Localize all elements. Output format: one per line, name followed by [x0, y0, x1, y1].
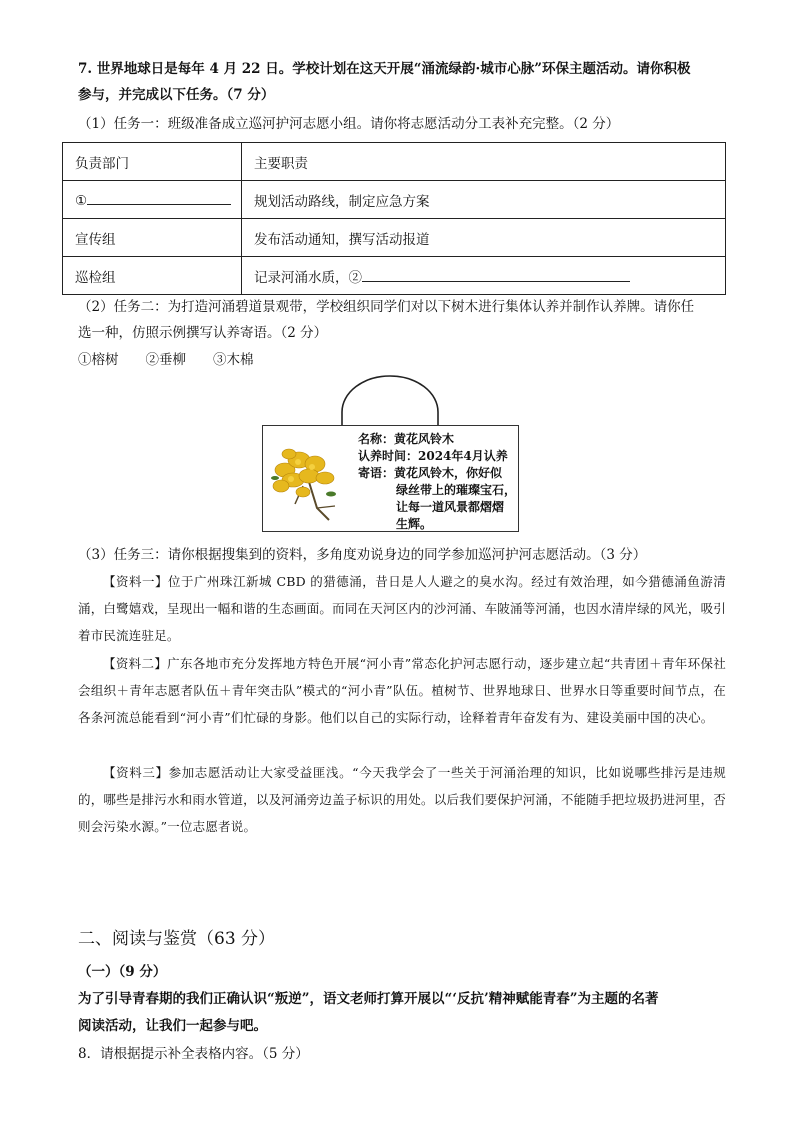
row1-duty: 规划活动路线，制定应急方案	[242, 181, 726, 219]
yellow-flower-image	[265, 434, 353, 526]
row2-duty: 发布活动通知，撰写活动报道	[242, 219, 726, 257]
tag-message-2: 绿丝带上的璀璨宝石，	[396, 483, 517, 497]
row2-dept: 宣传组	[63, 219, 242, 257]
part2-subsection: （一）（9 分）	[78, 964, 167, 980]
tag-message-1: 寄语：黄花风铃木，你好似	[358, 466, 503, 480]
table-header-dept: 负责部门	[63, 143, 242, 181]
tag-name: 名称：黄花风铃木	[358, 432, 455, 446]
row3-dept: 巡检组	[63, 257, 242, 295]
q7-line2: 参与，并完成以下任务。（7 分）	[78, 87, 275, 103]
part2-intro-1: 为了引导青春期的我们正确认识“叛逆”，语文老师打算开展以“‘反抗’精神赋能青春”为主题的名著	[78, 991, 659, 1007]
task3-prompt: （3）任务三：请你根据搜集到的资料，多角度劝说身边的同学参加巡河护河志愿活动。（3 分）	[78, 547, 647, 563]
tree-options: ①榕树 ②垂柳 ③木棉	[78, 352, 254, 368]
adoption-tag-card	[262, 425, 519, 532]
table-row	[63, 143, 726, 181]
duty-table	[62, 142, 726, 295]
tag-hanger-string	[330, 374, 450, 428]
table-header-duty: 主要职责	[242, 143, 726, 181]
table-row	[63, 181, 726, 219]
row3-duty: 记录河涌水质，②	[254, 269, 362, 286]
row3-duty-cell	[242, 257, 726, 295]
task2-line1: （2）任务二：为打造河涌碧道景观带，学校组织同学们对以下树木进行集体认养并制作认养牌。请你任	[78, 299, 695, 315]
tag-message-4: 生辉。	[396, 517, 433, 531]
task1-prompt: （1）任务一：班级准备成立巡河护河志愿小组。请你将志愿活动分工表补充完整。（2 分）	[78, 116, 620, 132]
table-row	[63, 257, 726, 295]
table-row	[63, 219, 726, 257]
answer-blank-1[interactable]	[87, 190, 231, 205]
q8-prompt: 8．请根据提示补全表格内容。（5 分）	[78, 1046, 309, 1062]
q7-line1: 7. 世界地球日是每年 4 月 22 日。学校计划在这天开展“涌流绿韵·城市心脉”环保主题活动。请你积极	[78, 61, 691, 77]
tag-time: 认养时间：2024年4月认养	[358, 449, 508, 463]
part2-intro-2: 阅读活动，让我们一起参与吧。	[78, 1018, 267, 1034]
tag-message-3: 让每一道风景都熠熠	[396, 500, 505, 514]
tag-text	[358, 431, 516, 533]
material-2: 【资料二】广东各地市充分发挥地方特色开展“河小青”常态化护河志愿行动，逐步建立起“共青团＋青年环保社会组织＋青年志愿者队伍＋青年突击队”模式的“河小青”队伍。植树节、世界地球日、世界水日等重要时间节点，在各条河流总能看到“河小青”们忙碌的身影。他们以自己的实际行动，诠释着青年奋发有为、建设美丽中国的决心。	[78, 656, 726, 725]
blank-1-marker: ①	[75, 193, 88, 209]
task2-line2: 选一种，仿照示例撰写认养寄语。（2 分）	[78, 325, 328, 341]
blank-1-cell[interactable]	[63, 181, 242, 219]
answer-blank-2[interactable]	[362, 267, 630, 282]
material-3: 【资料三】参加志愿活动让大家受益匪浅。“今天我学会了一些关于河涌治理的知识，比如说哪些排污是违规的，哪些是排污水和雨水管道，以及河涌旁边盖子标识的用处。以后我们要保护河涌，不能随手把垃圾扔进河里，否则会污染水源。”一位志愿者说。	[78, 765, 726, 834]
part2-title: 二、阅读与鉴赏（63 分）	[78, 929, 276, 949]
material-1: 【资料一】位于广州珠江新城 CBD 的猎德涌，昔日是人人避之的臭水沟。经过有效治理，如今猎德涌鱼游清涌，白鹭嬉戏，呈现出一幅和谐的生态画面。而同在天河区内的沙河涌、车陂涌等河涌，也因水清岸绿的风光，吸引着市民流连驻足。	[78, 574, 726, 643]
